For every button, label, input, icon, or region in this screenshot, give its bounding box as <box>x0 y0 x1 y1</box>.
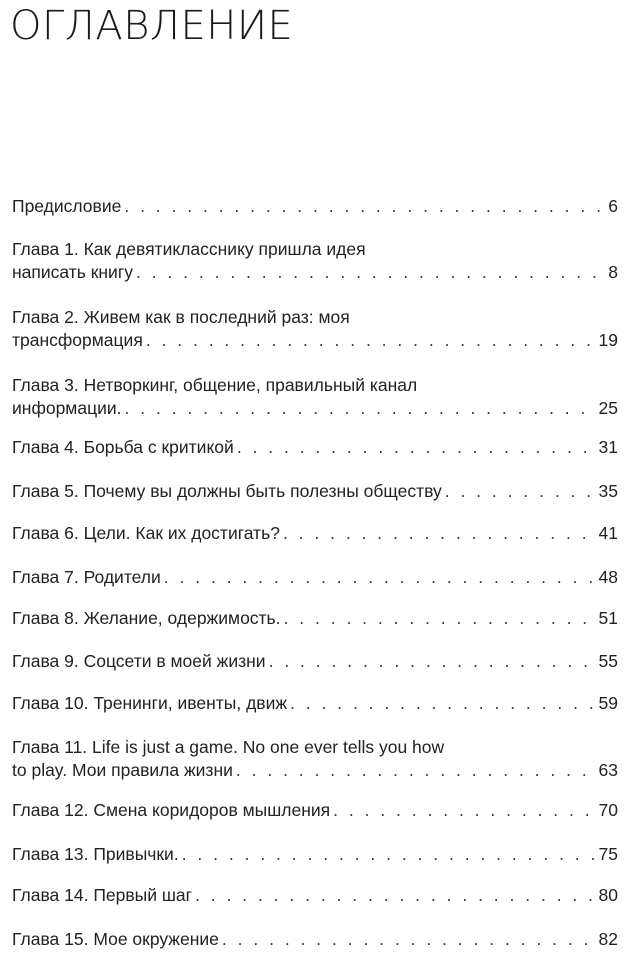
toc-page-number: 80 <box>598 885 618 905</box>
toc-entry-line <box>12 607 618 630</box>
toc-entry-title: Глава 11. Life is just a game. No one ever tells you how <box>12 737 445 757</box>
toc-entry-title: Глава 14. Первый шаг <box>12 885 193 905</box>
toc-entry-title: информации. <box>12 398 122 418</box>
toc-entry-line <box>12 884 618 907</box>
toc-entry-line <box>12 799 618 822</box>
toc-entry-line <box>12 650 618 673</box>
toc-entry[interactable] <box>12 306 618 352</box>
toc-entry-line <box>12 522 618 545</box>
toc-entry[interactable] <box>12 884 618 907</box>
toc-entry[interactable] <box>12 692 618 715</box>
toc-entry-line <box>12 261 618 284</box>
toc-entry-title: трансформация <box>12 330 143 350</box>
toc-entry[interactable] <box>12 480 618 503</box>
dot-leader <box>125 397 595 420</box>
toc-entry-line <box>12 306 618 329</box>
dot-leader <box>146 329 595 352</box>
toc-entry-line <box>12 238 618 261</box>
toc-entry[interactable] <box>12 195 618 218</box>
toc-entry[interactable] <box>12 799 618 822</box>
toc-entry-line <box>12 759 618 782</box>
toc-entry[interactable] <box>12 928 618 951</box>
toc-entry-title: Глава 9. Соцсети в моей жизни <box>12 651 266 671</box>
page-title: ОГЛАВЛЕНИЕ <box>10 3 294 49</box>
dot-leader <box>283 522 595 545</box>
dot-leader <box>164 566 595 589</box>
dot-leader <box>333 799 594 822</box>
toc-entry-line <box>12 843 618 866</box>
toc-page-number: 31 <box>598 437 618 457</box>
toc-entry-line <box>12 374 618 397</box>
toc-entry-line <box>12 692 618 715</box>
toc-entry[interactable] <box>12 436 618 459</box>
toc-entry[interactable] <box>12 650 618 673</box>
toc-entry-title: Глава 1. Как девятикласснику пришла идея <box>12 239 366 259</box>
toc-page-number: 59 <box>598 693 618 713</box>
toc-entry-title: Глава 13. Привычки. <box>12 844 179 864</box>
toc-page-number: 51 <box>598 608 618 628</box>
toc-entry-title: Глава 12. Смена коридоров мышления <box>12 800 331 820</box>
dot-leader <box>269 650 595 673</box>
toc-entry-title: Глава 5. Почему вы должны быть полезны обществу <box>12 481 442 501</box>
toc-page-number: 25 <box>598 398 618 418</box>
toc-entry-title: Глава 3. Нетворкинг, общение, правильный канал <box>12 375 418 395</box>
dot-leader <box>195 884 594 907</box>
toc-page-number: 70 <box>598 800 618 820</box>
dot-leader <box>236 759 595 782</box>
toc-page-number: 41 <box>598 523 618 543</box>
toc-entry[interactable] <box>12 607 618 630</box>
toc-page-number: 55 <box>598 651 618 671</box>
dot-leader <box>290 692 594 715</box>
dot-leader <box>136 261 604 284</box>
toc-entry[interactable] <box>12 522 618 545</box>
dot-leader <box>445 480 595 503</box>
dot-leader <box>237 436 595 459</box>
toc-entry-title: Глава 4. Борьба с критикой <box>12 437 234 457</box>
toc-entry-line <box>12 736 618 759</box>
toc-entry-title: Предисловие <box>12 196 122 216</box>
toc-entry-title: Глава 6. Цели. Как их достигать? <box>12 523 280 543</box>
toc-entry[interactable] <box>12 566 618 589</box>
toc-entry-title: написать книгу <box>12 262 133 282</box>
dot-leader <box>284 607 595 630</box>
toc-entry-title: Глава 10. Тренинги, ивенты, движ <box>12 693 288 713</box>
toc-entry[interactable] <box>12 843 618 866</box>
toc-entry[interactable] <box>12 238 618 284</box>
toc-entry-title: Глава 2. Живем как в последний раз: моя <box>12 307 350 327</box>
toc-entry-line <box>12 480 618 503</box>
toc-page-number: 8 <box>608 262 618 282</box>
toc-entry-title: Глава 15. Мое окружение <box>12 929 219 949</box>
toc-entry-line <box>12 195 618 218</box>
toc-entry-title: Глава 8. Желание, одержимость. <box>12 608 281 628</box>
toc-entry-line <box>12 566 618 589</box>
toc-page-number: 48 <box>598 567 618 587</box>
dot-leader <box>182 843 595 866</box>
dot-leader <box>222 928 595 951</box>
dot-leader <box>124 195 604 218</box>
toc-page-number: 63 <box>598 760 618 780</box>
toc-page-number: 19 <box>598 330 618 350</box>
toc-page-number: 75 <box>598 844 618 864</box>
toc-entry[interactable] <box>12 374 618 420</box>
toc-entry-title: to play. Мои правила жизни <box>12 760 233 780</box>
toc-entry-line <box>12 928 618 951</box>
toc-entry-title: Глава 7. Родители <box>12 567 161 587</box>
toc-entry-line <box>12 436 618 459</box>
toc-page-number: 35 <box>598 481 618 501</box>
toc-page-number: 82 <box>598 929 618 949</box>
toc-entry-line <box>12 397 618 420</box>
toc-entry[interactable] <box>12 736 618 782</box>
toc-page-number: 6 <box>608 196 618 216</box>
toc-entry-line <box>12 329 618 352</box>
